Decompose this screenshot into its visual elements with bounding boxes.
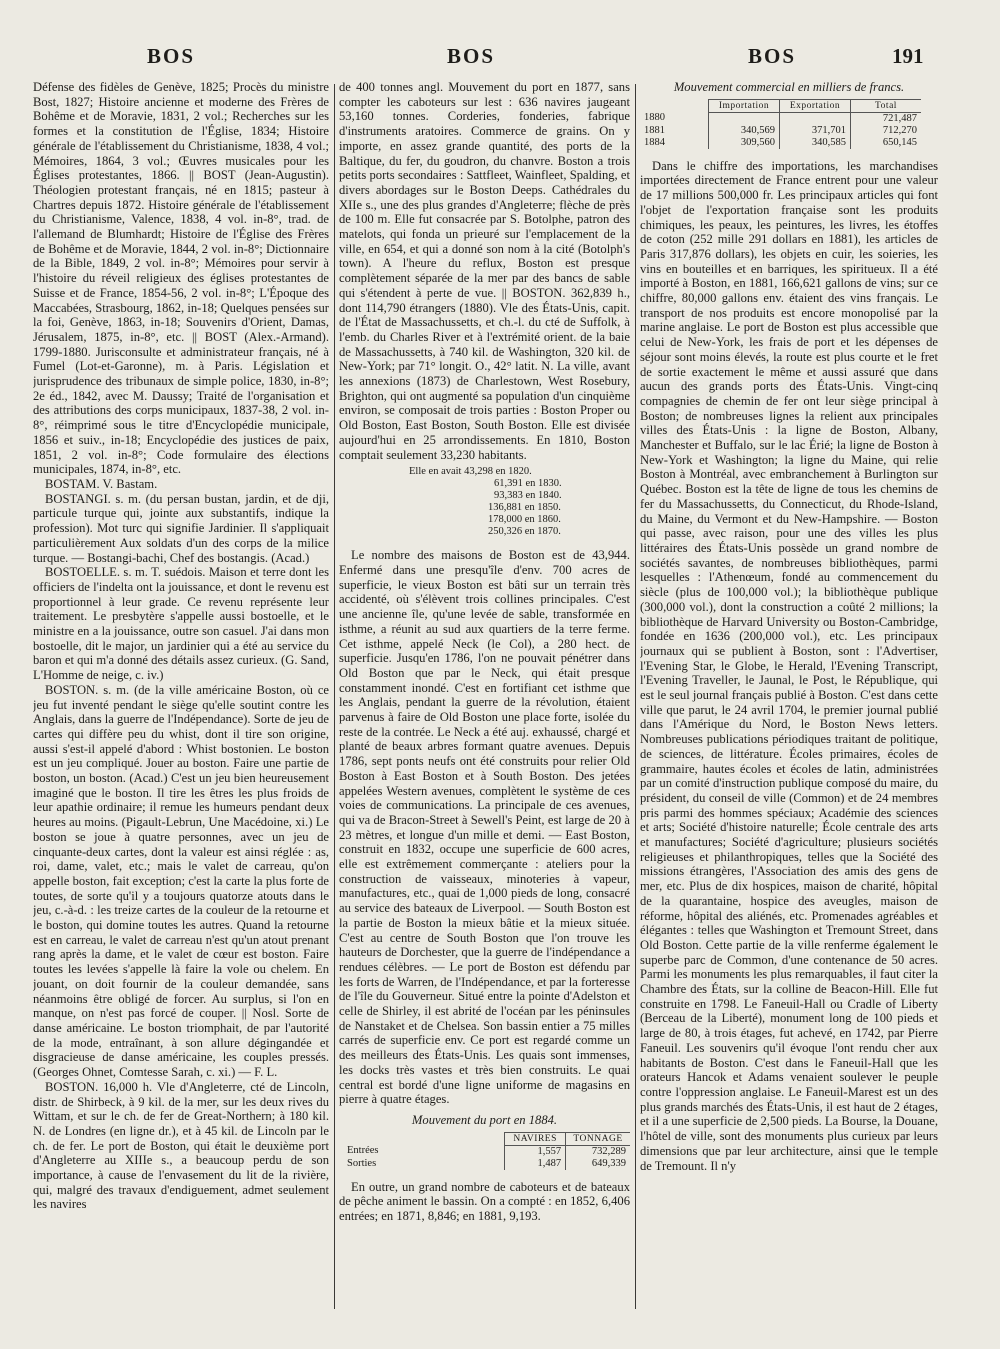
trade-table xyxy=(640,99,921,149)
cell: 712,270 xyxy=(851,125,922,137)
cell: 340,585 xyxy=(780,137,851,149)
column-2 xyxy=(339,80,630,1312)
population-row: 250,326 en 1870. xyxy=(488,526,561,538)
cell: 650,145 xyxy=(851,137,922,149)
cell xyxy=(780,112,851,125)
row-label: 1881 xyxy=(644,124,665,136)
paragraph: Défense des fidèles de Genève, 1825; Procès du ministre Bost, 1827; Histoire ancienne et moderne des Frères de Bohême et de Moravie, 1831, 2 vol.; Recherches sur les formes et la constitution de l'Église, 1834; Histoire générale de l'établissement du Christianisme, 1838, 4 vol.; Mémoires, 1864, 3 vol.; Œuvres musicales pour les Églises protestantes, 1866. || BOST (Jean-Augustin). Théologien protestant français, né en 1815; pasteur à Chartres depuis 1872. Histoire générale de l'établissement du Christianisme, Valence, 1838, 4 vol. in-8°, trad. de l'allemand de Blumhardt; Histoire de l'Église des Frères de Bohême et de Moravie, 1844, 2 vol. in-8°; Dictionnaire de la Bible, 1849, 2 vol. in-8°; Mémoires pour servir à l'histoire du réveil religieux des églises protestantes de Suisse et de France, 1854-56, 2 vol. in-8°; L'Époque des Maccabées, Strasbourg, 1862, in-18; Quelques pensées sur la foi, Genève, 1863, in-18; Souvenirs d'Orient, Damas, Jérusalem, 1875, in-8°, etc. || BOST (Alex.-Armand). 1799-1880. Jurisconsulte et administrateur français, né à Fumel (Lot-et-Garonne), m. à Paris. Législation et jurisprudence des tribunaux de simple police, 1830, in-8°; 2e éd., 1842, avec M. Daussy; Traité de l'organisation et des attributions des corps municipaux, 1837-38, 2 vol. in-8°, réimprimé sous le titre d'Encyclopédie municipale, 1856 et suiv., in-18; Encyclopédie des justices de paix, 1851, 2 vol. in-8°; Code formulaire des élections municipales, 1874, in-8°, etc. xyxy=(33,80,329,477)
col-header: NAVIRES xyxy=(505,1132,566,1145)
entry-bostangi: BOSTANGI. s. m. (du persan bustan, jardin, et de dji, particule turque qui, jointe aux substantifs, indique la profession). Mot turc qui signifie Jardinier. Il s'appliquait particulièrement Aux soldats d'un des corps de la milice turque. — Bostangi-bachi, Chef des bostangis. (Acad.) xyxy=(33,491,329,565)
table-row xyxy=(640,137,921,149)
entry-bostoelle: BOSTOELLE. s. m. T. suédois. Maison et terre dont les officiers de l'indelta ont la jouissance, et dont le revenu est proportionnel à leur grade. Ce revenu représente leur traitement. Le presbytère s'appelle aussi bostoelle, et le ministre en a la jouissance, outre son casuel. J'ai dans mon bostoelle, dit le major, un jardinier qui a été au service du baron et qui m'a donné des détails assez curieux. (G. Sand, L'Homme de neige, c. iv.) xyxy=(33,565,329,683)
cell: 340,569 xyxy=(709,125,780,137)
column-1 xyxy=(33,80,329,1312)
cell: 371,701 xyxy=(780,125,851,137)
row-label: 1880 xyxy=(644,112,665,124)
row-label: 1884 xyxy=(644,136,665,148)
row-label: Entrées xyxy=(347,1145,379,1157)
population-list xyxy=(409,466,630,538)
col-header: TONNAGE xyxy=(566,1132,630,1145)
entry-bostam: BOSTAM. V. Bastam. xyxy=(45,476,158,491)
cell: 309,560 xyxy=(709,137,780,149)
paragraph: de 400 tonnes angl. Mouvement du port en 1877, sans compter les caboteurs sur lest : 636 navires jaugeant 53,160 tonnes. Corderies, fonderies, fabrique d'instruments aratoires. Commerce de grains. On y importe, en assez grande quantité, des ports de la Baltique, du fer, du goudron, du chanvre. Boston a trois petits ports secondaires : Sattfleet, Wainfleet, Spalding, et divers abordages sur le Boston Deeps. Cathédrales du XIIe s., une des plus grandes d'Angleterre; flèche de près de 100 m. Elle fut consacrée par S. Botolphe, patron des matelots, qui fonda un prieuré sur l'emplacement de la ville, en 654, et qui a donné son nom à la cité (Botolph's town). A l'heure du reflux, Boston est presque complètement séparée de la mer par des bancs de sable qui s'étendent à perte de vue. || BOSTON. 362,839 h., dont 114,790 étrangers (1880). Vle des États-Unis, capit. de l'État de Massachussetts, et ch.-l. du cté de Suffolk, à l'emb. du Charles River et à l'extrémité orient. de la baie de Massachussetts, à 740 kil. de Washington, 320 kil. de New-York; par 71° longit. O., 42° latit. N. La ville, avant les annexions (1873) de Charlestown, West Rosebury, Brighton, qui ont augmenté sa population d'un cinquième environ, se composait de trois parties : Boston Proper ou Old Boston, East Boston, South Boston. Elle est divisée aujourd'hui en 25 arrondissements. En 1810, Boston comptait seulement 33,230 habitants. xyxy=(339,80,630,462)
col-header: Total xyxy=(851,99,922,112)
cell xyxy=(709,112,780,125)
col-header: Importation xyxy=(709,99,780,112)
cell: 649,339 xyxy=(566,1158,630,1170)
paragraph: Le nombre des maisons de Boston est de 43,944. Enfermé dans une presqu'île d'env. 700 acres de superficie, le vieux Boston est bâti sur un terrain très accidenté, où s'élèvent trois collines principales. C'est une ancienne île, qu'une levée de sable, transformée en isthme, a réunit au sud aux quartiers de la terre ferme. Cet isthme, appelé Neck (le Col), a 280 hect. de superficie. Jusqu'en 1786, l'on ne pouvait pénétrer dans Old Boston que par le Neck, qui était presque constamment inondé. C'est en fortifiant cet isthme que les Anglais, pendant la guerre de la révolution, étaient parvenus à faire de Old Boston une place forte, isolée du reste de la contrée. Le Neck a été auj. exhaussé, chargé et planté de beaux arbres formant quatre avenues. Depuis 1786, sept ponts neufs ont été construits pour relier Old Boston à East Boston et à South Boston. Des jetées appelées Western avenues, complètent le système de ces voies de communications. La principale de ces avenues, qui va de Bracon-Street à Sewell's Peint, est large de 20 à 23 mètres, et longue d'un mille et demi. — East Boston, construit en 1832, occupe une superficie de 600 acres, elle est extrêmement commerçante : ateliers pour la construction de vaisseaux, minoteries à vapeur, manufactures, etc., quai de 1,000 pieds de long, consacré au service des bateaux de Liverpool. — South Boston est la partie de Boston la mieux bâtie et la mieux située. C'est au centre de South Boston que l'on trouve les hauteurs de Dorchester, que la guerre de l'indépendance a rendues célèbres. — Le port de Boston est défendu par les forts de Warren, de l'Indépendance, et par la forteresse de l'île du Gouverneur. Situé entre la pointe d'Adelston et celle de Shirley, il est abrité de l'océan par les péninsules de Nanstaket et de Chelsea. Son bassin entier a 75 milles carrés de superficie env. Ce port est regardé comme un des meilleurs des États-Unis. Les quais sont immenses, les docks très vastes et très bien construits. Le quai central est bordé d'une ligne uniforme de magasins en pierre à quatre étages. xyxy=(339,548,630,1107)
row-label: Sorties xyxy=(347,1157,377,1169)
running-head-right: BOS xyxy=(748,44,797,68)
population-row: 93,383 en 1840. xyxy=(494,490,562,502)
port-table xyxy=(343,1132,630,1170)
population-row: 61,391 en 1830. xyxy=(494,478,562,490)
cell: 721,487 xyxy=(851,112,922,125)
paragraph: Dans le chiffre des importations, les marchandises importées directement de France entrent pour une valeur de 17 millions 500,000 fr. Les principaux articles qui font l'objet de l'exportation française sont les produits chimiques, les peaux, les peintures, les livres, les étoffes de coton (252 mille 291 dollars en 1881), les articles de Paris 317,876 dollars), les objets en cuir, les soieries, les vins en bouteilles et en barriques, les spiritueux. Il a été importé à Boston, en 1881, 166,621 gallons de vins; sur ce chiffre, 80,000 gallons env. étaient des vins français. Le transport de nos produits est encore monopolisé par la marine anglaise. Le port de Boston est plus accessible que celui de New-York, les frais de port et les dépenses de séjour sont moins élevés, la route est plus courte et le fret de sortie exactement le même et aussi assuré que dans aucun des grands ports des États-Unis. Vingt-cinq compagnies de chemin de fer ont leur siège principal à Boston; de nombreuses lignes la relient aux principales villes des États-Unis : la ligne de Boston, Albany, Manchester et Buffalo, sur le lac Érié; la ligne de Boston à New-York et Washington; la ligne du Maine, qui relie Boston à Montréal, avec embranchement à Burlington sur Québec. Boston est la tête de ligne de tous les chemins de fer du Massachussetts, du Connecticut, du Rhode-Island, du Maine, du Vermont et du New-Hampshire. — Boston qui passe, avec raison, pour une des villes les plus littéraires des États-Unis possède un grand nombre de sociétés savantes, de nombreuses bibliothèques, parmi lesquelles : l'Athenœum, fondé au commencement du siècle (plus de 100,000 vol.); la bibliothèque publique (300,000 vol.), dont la construction a coûté 2 millions; la bibliothèque de Harvard University ou Boston-Cambridge, fondée en 1636 (200,000 vol.), etc. Les principaux journaux qui se publient à Boston, sont : l'Advertiser, l'Evening Star, le Globe, le Herald, l'Evening Transcript, l'Evening Traveller, le Jaunal, le Post, le République, qui est le seul journal français publié à Boston. C'est dans cette ville que parut, le 24 avril 1704, le premier journal publié dans l'Amérique du Nord, le Boston News letters. Nombreuses publications périodiques traitant de politique, de sciences, de littérature. Écoles primaires, écoles de grammaire, hautes écoles et écoles de latin, administrées par un comité d'instruction publique composé du maire, du président, du conseil de ville (Common) et de 24 membres pris parmi des hommes spéciaux; Académie des sciences et arts; Société d'histoire naturelle; École centrale des arts et manufactures; Société d'agriculture; plusieurs sociétés religieuses et philanthropiques, telles que la Société des missions étrangères, l'Association des amis des gens de mer, etc. Plus de dix hospices, maison de charité, hôpital de la quarantaine, hospice des aveugles, maison de réforme, hôpital des aliénés, etc. Promenades agréables et élégantes : telles que Washington et Tremount Street, dans Old Boston. Cette partie de la ville renferme également le superbe parc de Common, d'une contenance de 50 acres. Parmi les monuments les plus remarquables, il faut citer la Chambre des États, sur la colline de Beacon-Hill. Elle fut construite en 1798. Le Faneuil-Hall ou Cradle of Liberty (Berceau de la Liberté), monument long de 100 pieds et large de 80, à trois étages, fut achevé, en 1742, par Pierre Faneuil. Les souvenirs qu'il évoque l'ont rendu cher aux habitants de Boston. C'est dans le Faneuil-Hall que les orateurs Hancok et Adams venaient soulever le peuple contre l'oppression anglaise. Le Faneuil-Marest est un des plus grands marchés des États-Unis, il est haut de 2 étages, et il a une superficie de 2,500 pieds. La Bourse, la Douane, l'hôtel de ville, sont des monuments plus curieux par leurs dimensions que par leur architecture, ainsi que le temple de Tremount. Il n'y xyxy=(640,158,938,1173)
table-row xyxy=(640,112,921,125)
entry-boston-game: BOSTON. s. m. (de la ville américaine Boston, où ce jeu fut inventé pendant le siège qu'elle soutint contre les Anglais, dans la guerre de l'Indépendance). Sorte de jeu de cartes qui diffère peu du whist, dont il tire son origine, aussi s'est-il appelé d'abord : Whist bostonien. Le boston est un jeu compliqué. Jouer au boston. Faire une partie de boston, un boston. (Acad.) C'est un jeu bien heureusement imaginé que le boston. Il tire les êtres les plus froids de leur apathie ordinaire; il remue les humeurs pendant deux heures au moins. (Pigault-Lebrun, Une Macédoine, xi.) Le boston se joue à quatre personnes, avec un jeu de cinquante-deux cartes, dont la valeur est ainsi réglée : as, roi, dame, valet, etc.; mais le valet de carreau, qu'on appelle boston, fait exception; c'est la carte la plus forte de toutes, de sorte qu'il y a toujours quatorze atouts dans le jeu, c.-à-d. : les treize cartes de la couleur de la retourne et le boston, qui domine toutes les autres. Quand la retourne est en carreau, le valet de carreau n'est qu'un atout prenant rang après la dame, et le valet de cœur est boston. Faire toutes les levées s'appelle là faire la vole ou chelem. En jouant, on doit fournir de la couleur demandée, sans néanmoins être obligé de forcer. Au surplus, si l'on en manque, on n'est pas forcé de couper. || Nosl. Sorte de danse américaine. Le boston triomphait, de par l'autorité de la mode, entraînant, à son allure dégingandée et disgracieuse de danse américaine, les couples pressés. (Georges Ohnet, Comtesse Sarah, c. xi.) — F. L. xyxy=(33,682,329,1080)
trade-table-title: Mouvement commercial en milliers de francs. xyxy=(673,80,905,94)
table-row xyxy=(343,1158,630,1170)
port-table-title: Mouvement du port en 1884. xyxy=(411,1113,558,1127)
column-3 xyxy=(640,80,938,1312)
table-row xyxy=(343,1145,630,1158)
cell: 732,289 xyxy=(566,1145,630,1158)
running-head-center: BOS xyxy=(447,44,496,68)
cell: 1,557 xyxy=(505,1145,566,1158)
paragraph: En outre, un grand nombre de caboteurs et de bateaux de pêche animent le bassin. On a compté : en 1852, 6,406 entrées; en 1871, 8,846; en 1881, 9,193. xyxy=(339,1179,630,1224)
population-row: 136,881 en 1850. xyxy=(488,502,561,514)
population-row: Elle en avait 43,298 en 1820. xyxy=(409,466,532,478)
cell: 1,487 xyxy=(505,1158,566,1170)
population-row: 178,000 en 1860. xyxy=(488,514,561,526)
column-rule xyxy=(635,84,636,1309)
page-number: 191 xyxy=(892,44,924,68)
col-header: Exportation xyxy=(780,99,851,112)
column-rule xyxy=(334,84,335,1309)
table-row xyxy=(640,125,921,137)
running-head-left: BOS xyxy=(147,44,196,68)
entry-boston-england: BOSTON. 16,000 h. Vle d'Angleterre, cté de Lincoln, distr. de Shirbeck, à 9 kil. de la mer, sur les deux rives du Wittam, et sur le ch. de fer de Great-Northern; à 180 kil. N. de Londres (en ligne dr.), et à 45 kil. de Lincoln par le ch. de fer. Le port de Boston, qui était le deuxième port d'Angleterre au XIIIe s., a beaucoup perdu de son importance, à cause de l'envasement du lit de la rivière, qui, malgré des travaux d'endiguement, admet seulement les navires xyxy=(33,1079,329,1212)
